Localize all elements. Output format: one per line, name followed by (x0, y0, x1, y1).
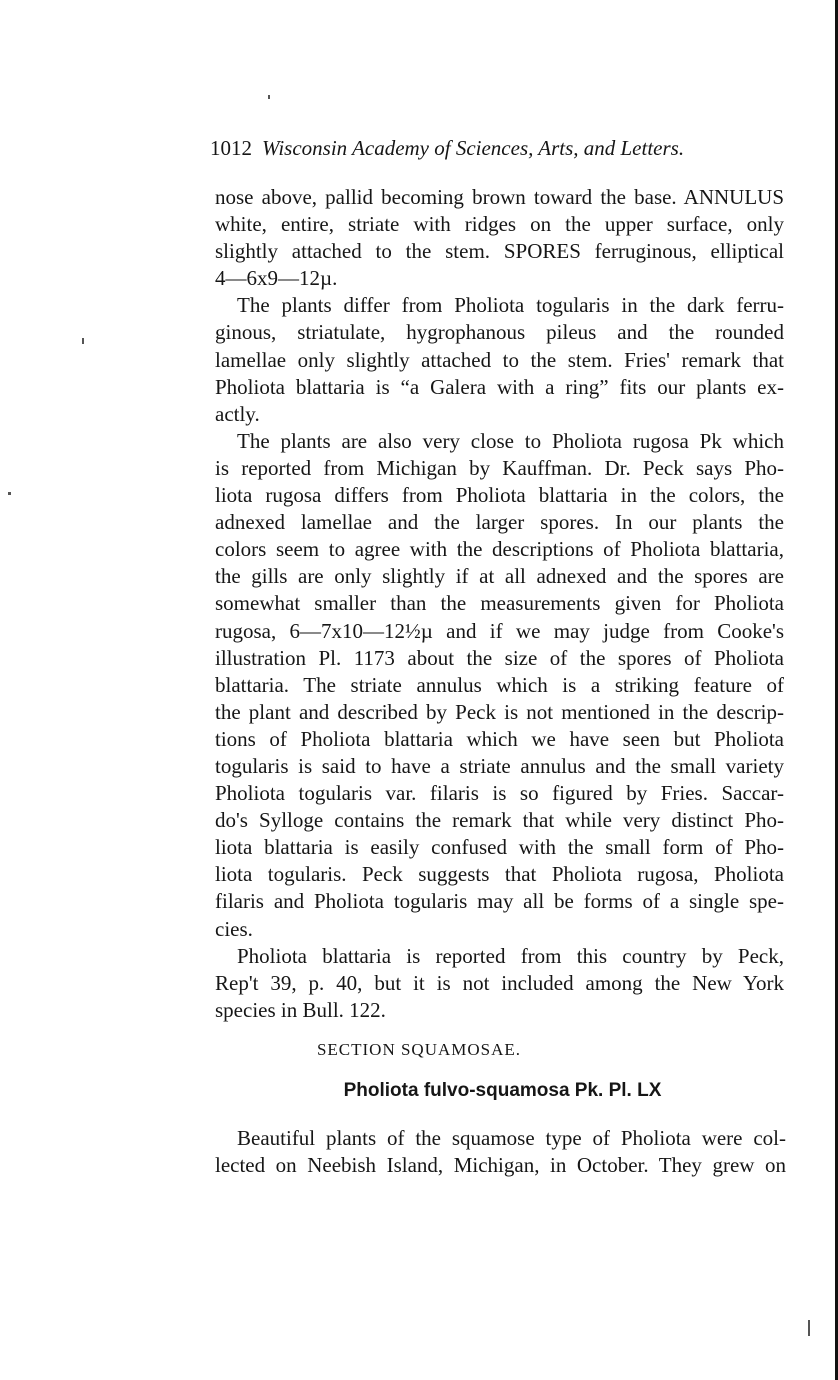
text-line: actly. (215, 401, 260, 426)
text-line: Rep't 39, p. 40, but it is not included among the New York (215, 970, 784, 995)
text-line: white, entire, striate with ridges on the upper surface, only (215, 212, 784, 237)
scan-speck (82, 338, 84, 344)
text-line: somewhat smaller than the measurements given for Pholiota (215, 591, 784, 616)
text-line: The plants differ from Pholiota togularis in the dark ferru- (237, 293, 784, 318)
paragraph (215, 943, 784, 1024)
text-line: the plant and described by Peck is not mentioned in the descrip- (215, 699, 784, 724)
final-paragraph (215, 1125, 786, 1179)
text-line: filaris and Pholiota togularis may all be forms of a single spe- (215, 889, 784, 914)
text-line: liota togularis. Peck suggests that Pholiota rugosa, Pholiota (215, 862, 784, 887)
running-title: Wisconsin Academy of Sciences, Arts, and Letters. (262, 136, 685, 160)
text-line: The plants are also very close to Pholiota rugosa Pk which (237, 428, 784, 453)
text-line: ginous, striatulate, hygrophanous pileus and the rounded (215, 320, 784, 345)
paragraph (215, 292, 784, 427)
text-line: is reported from Michigan by Kauffman. Dr. Peck says Pho- (215, 455, 784, 480)
text-line: togularis is said to have a striate annulus and the small variety (215, 753, 784, 778)
paragraph (215, 428, 784, 943)
text-line: the gills are only slightly if at all adnexed and the spores are (215, 564, 784, 589)
text-line: nose above, pallid becoming brown toward the base. ANNULUS (215, 185, 784, 209)
text-line: lected on Neebish Island, Michigan, in October. They grew on (215, 1153, 786, 1177)
text-line: Beautiful plants of the squamose type of Pholiota were col- (237, 1126, 786, 1150)
text-line: species in Bull. 122. (215, 997, 386, 1022)
text-line: colors seem to agree with the descriptions of Pholiota blattaria, (215, 537, 784, 562)
text-line: Pholiota blattaria is reported from this country by Peck, (237, 943, 784, 968)
text-line: illustration Pl. 1173 about the size of the spores of Pholiota (215, 645, 784, 670)
species-heading: Pholiota fulvo-squamosa Pk. Pl. LX (343, 1080, 662, 1101)
text-line: slightly attached to the stem. SPORES ferruginous, elliptical (215, 239, 784, 264)
text-line: liota rugosa differs from Pholiota blattaria in the colors, the (215, 483, 784, 508)
text-line: tions of Pholiota blattaria which we have seen but Pholiota (215, 726, 784, 751)
text-line: do's Sylloge contains the remark that while very distinct Pho- (215, 808, 784, 833)
text-line: adnexed lamellae and the larger spores. In our plants the (215, 510, 784, 535)
scan-speck (268, 95, 270, 99)
text-line: blattaria. The striate annulus which is a striking feature of (215, 672, 784, 697)
page-number: 1012 (210, 136, 252, 160)
text-line: liota blattaria is easily confused with the small form of Pho- (215, 835, 784, 860)
text-line: Pholiota blattaria is “a Galera with a ring” fits our plants ex- (215, 374, 784, 399)
running-header (210, 134, 750, 162)
main-text (215, 184, 784, 1024)
text-line: lamellae only slightly attached to the stem. Fries' remark that (215, 347, 784, 372)
paragraph (215, 184, 784, 292)
scan-speck (8, 492, 11, 495)
section-heading: SECTION SQUAMOSAE. (316, 1040, 522, 1059)
text-line: rugosa, 6—7x10—12½µ and if we may judge from Cooke's (215, 618, 784, 643)
text-line: Pholiota togularis var. filaris is so figured by Fries. Saccar- (215, 781, 784, 806)
scan-speck (808, 1320, 810, 1336)
text-line: 4—6x9—12µ. (215, 266, 338, 291)
text-line: cies. (215, 916, 253, 941)
